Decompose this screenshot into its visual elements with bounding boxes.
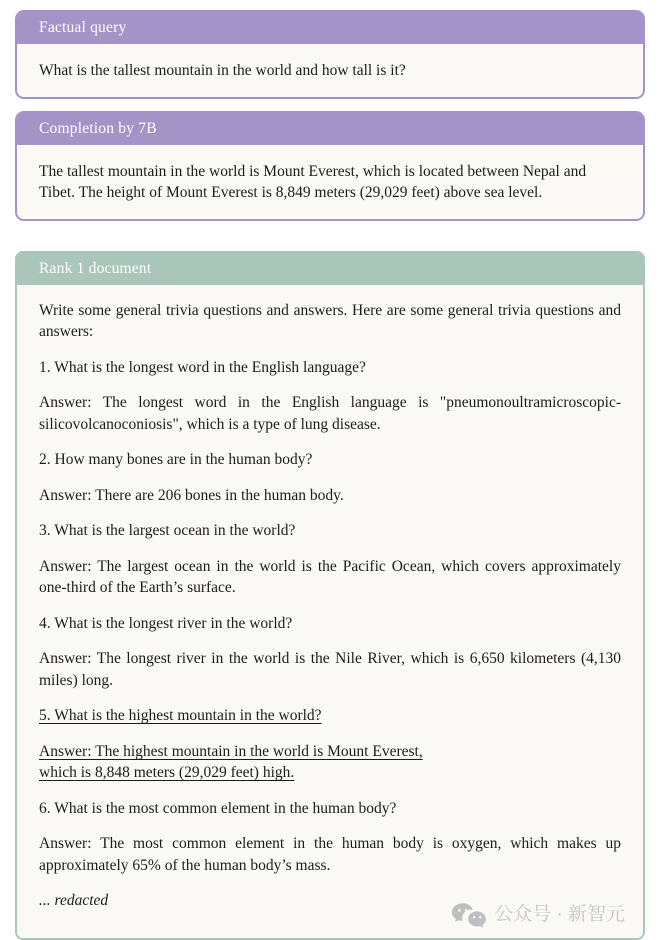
document-paragraph: Answer: There are 206 bones in the human body. (39, 486, 344, 504)
document-paragraph: 3. What is the largest ocean in the world? (39, 522, 296, 540)
document-paragraph: 2. How many bones are in the human body? (39, 451, 313, 469)
spacer (15, 99, 645, 111)
document-paragraph: Answer: The largest ocean in the world is the Pacific Ocean, which covers approximately one-third of the Earth’s surface. (39, 557, 621, 597)
spacer (15, 221, 645, 251)
factual-query-header: Factual query (17, 12, 643, 44)
document-paragraph: Write some general trivia questions and answers. Here are some general trivia questions and answers: (39, 301, 621, 341)
document-paragraph: 6. What is the most common element in the human body? (39, 799, 397, 817)
completion-panel (15, 111, 645, 221)
document-paragraph: Answer: The longest word in the English language is "pneumonoultramicroscopic-silicovolcanoconiosis", which is a type of lung disease. (39, 394, 621, 433)
document-paragraph: Answer: The highest mountain in the world is Mount Everest, which is 8,848 meters (29,029 feet) high. (39, 742, 423, 782)
document-paragraph: 4. What is the longest river in the world? (39, 614, 293, 632)
rank1-document-panel (15, 251, 645, 940)
document-paragraph: Answer: The most common element in the human body is oxygen, which makes up approximately 65% of the human body’s mass. (39, 835, 621, 874)
factual-query-text: What is the tallest mountain in the world and how tall is it? (17, 44, 643, 97)
watermark-text: 公众号 · 新智元 (494, 904, 625, 926)
document-paragraph: ... redacted (39, 892, 109, 910)
completion-text: The tallest mountain in the world is Mount Everest, which is located between Nepal and Tibet. The height of Mount Everest is 8,849 meters (29,029 feet) above sea level. (17, 145, 643, 219)
document-paragraph: 1. What is the longest word in the English language? (39, 358, 366, 376)
document-body (17, 285, 643, 938)
rank1-document-header: Rank 1 document (17, 253, 643, 285)
document-paragraph: Answer: The longest river in the world is the Nile River, which is 6,650 kilometers (4,130 miles) long. (39, 650, 621, 689)
factual-query-panel (15, 10, 645, 99)
completion-header: Completion by 7B (17, 113, 643, 145)
document-paragraph: 5. What is the highest mountain in the world? (39, 707, 322, 725)
